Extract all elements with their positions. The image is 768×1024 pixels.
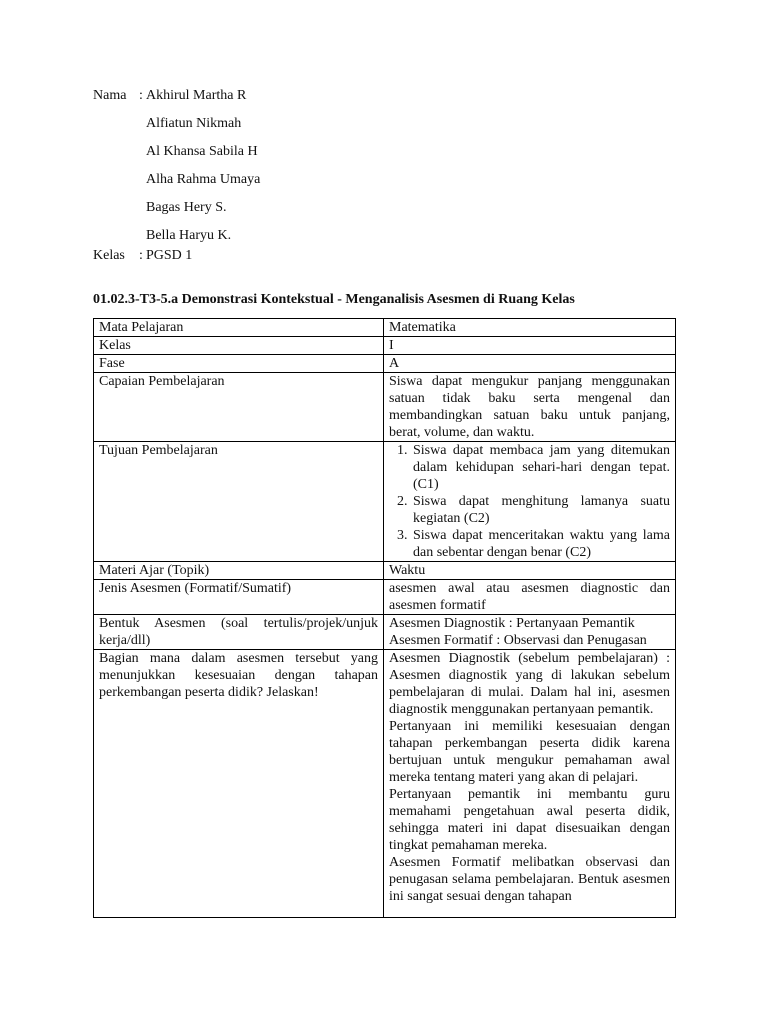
row-label: Mata Pelajaran — [94, 319, 384, 337]
student-name: Akhirul Martha R — [146, 88, 247, 103]
paragraph: Pertanyaan pemantik ini membantu guru memahami pengetahuan awal peserta didik, sehingga materi ini dapat disesuaikan dengan tingkat pemahaman mereka. — [389, 787, 670, 853]
document-title: 01.02.3-T3-5.a Demonstrasi Kontekstual - Menganalisis Asesmen di Ruang Kelas — [93, 292, 575, 307]
kelas-row — [93, 246, 693, 266]
nama-row — [93, 86, 693, 114]
table-row — [94, 337, 676, 355]
table-row — [94, 615, 676, 650]
student-name: Alha Rahma Umaya — [146, 172, 261, 187]
row-value: A — [384, 355, 676, 373]
table-row — [94, 442, 676, 562]
nama-label: Nama — [93, 88, 127, 103]
kelas-value: PGSD 1 — [146, 248, 193, 263]
row-value: Waktu — [384, 562, 676, 580]
row-label: Bentuk Asesmen (soal tertulis/projek/unjuk kerja/dll) — [94, 615, 384, 650]
row-value: I — [384, 337, 676, 355]
row-label: Jenis Asesmen (Formatif/Sumatif) — [94, 580, 384, 615]
row-label: Bagian mana dalam asesmen tersebut yang menunjukkan kesesuaian dengan tahapan perkembangan peserta didik? Jelaskan! — [94, 650, 384, 918]
list-item: 2. Siswa dapat menghitung lamanya suatu kegiatan (C2) — [411, 493, 670, 527]
kelas-label: Kelas — [93, 248, 125, 263]
table-row — [94, 562, 676, 580]
name-row — [93, 198, 693, 226]
name-row — [93, 170, 693, 198]
student-info — [93, 86, 693, 266]
row-value — [384, 442, 676, 562]
list-item: 3. Siswa dapat menceritakan waktu yang lama dan sebentar dengan benar (C2) — [411, 527, 670, 561]
row-value — [384, 615, 676, 650]
row-label: Tujuan Pembelajaran — [94, 442, 384, 562]
row-value: asesmen awal atau asesmen diagnostic dan asesmen formatif — [384, 580, 676, 615]
list-item: 1. Siswa dapat membaca jam yang ditemukan dalam kehidupan sehari-hari dengan tepat. (C1) — [411, 442, 670, 493]
paragraph: Asesmen Formatif melibatkan observasi dan penugasan selama pembelajaran. Bentuk asesmen ini sangat sesuai dengan tahapan — [389, 855, 670, 904]
student-name: Bagas Hery S. — [146, 200, 227, 215]
row-label: Kelas — [94, 337, 384, 355]
bagian-content — [389, 650, 670, 917]
table-row — [94, 650, 676, 918]
row-value: Siswa dapat mengukur panjang menggunakan satuan tidak baku serta mengenal dan membandingkan satuan baku untuk panjang, berat, volume, dan waktu. — [384, 373, 676, 442]
assessment-table — [93, 318, 676, 918]
bentuk-diagnostik: Asesmen Diagnostik : Pertanyaan Pemantik — [389, 616, 635, 631]
student-name: Alfiatun Nikmah — [146, 116, 242, 131]
table-row — [94, 319, 676, 337]
row-label: Capaian Pembelajaran — [94, 373, 384, 442]
student-name: Al Khansa Sabila H — [146, 144, 258, 159]
table-row — [94, 373, 676, 442]
row-value: Matematika — [384, 319, 676, 337]
table-row — [94, 355, 676, 373]
tujuan-list — [389, 442, 670, 561]
table-row — [94, 580, 676, 615]
nama-colon: : — [139, 88, 143, 103]
student-name: Bella Haryu K. — [146, 228, 232, 243]
paragraph: Pertanyaan ini memiliki kesesuaian dengan tahapan perkembangan peserta didik karena bertujuan untuk mengukur pemahaman awal mereka tentang materi yang akan di pelajari. — [389, 719, 670, 785]
name-row — [93, 142, 693, 170]
row-label: Fase — [94, 355, 384, 373]
kelas-colon: : — [139, 248, 143, 263]
name-row — [93, 114, 693, 142]
row-value — [384, 650, 676, 918]
paragraph: Asesmen Diagnostik (sebelum pembelajaran) : Asesmen diagnostik yang di lakukan sebelum pembelajaran di mulai. Dalam hal ini, asesmen diagnostik menggunakan pertanyaan pemantik. — [389, 651, 670, 717]
bentuk-formatif: Asesmen Formatif : Observasi dan Penugasan — [389, 633, 647, 648]
row-label: Materi Ajar (Topik) — [94, 562, 384, 580]
